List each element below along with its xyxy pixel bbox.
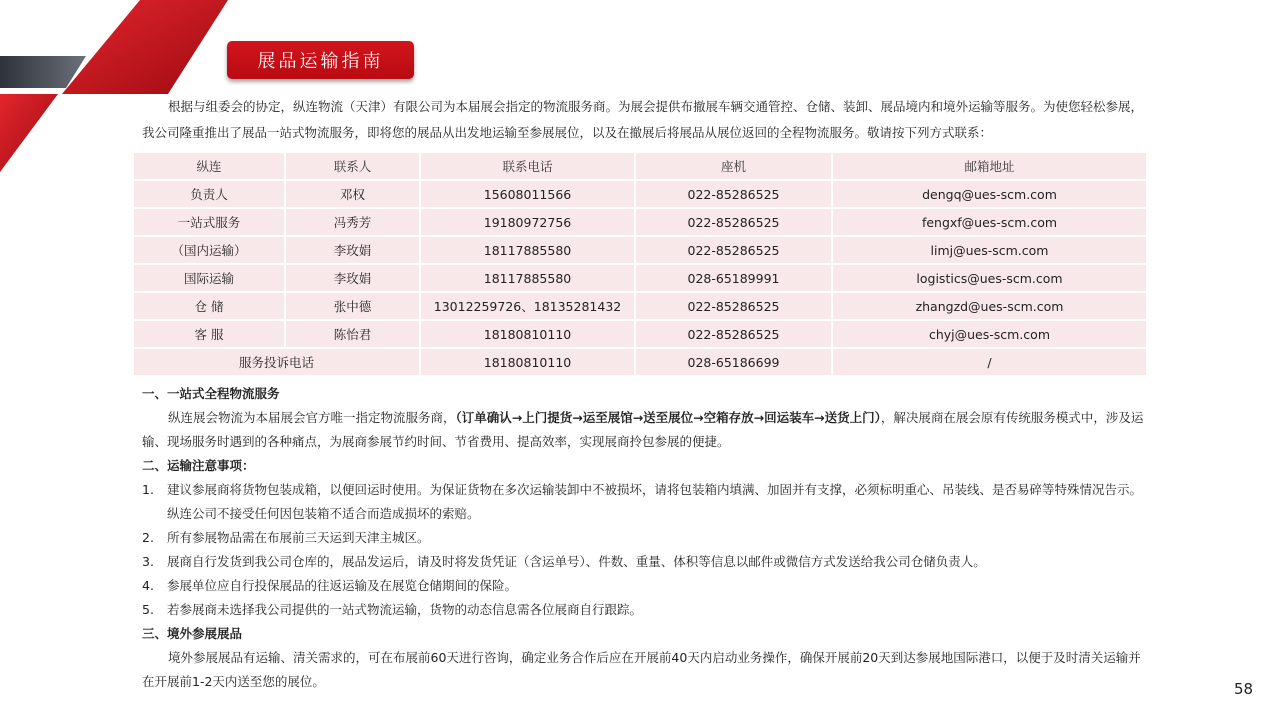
table-row (134, 209, 1146, 235)
cell-category: 仓 储 (134, 293, 284, 319)
cell-contact: 李玫娟 (286, 237, 419, 263)
cell-phone: 15608011566 (421, 181, 634, 207)
section3-paragraph: 境外参展展品有运输、清关需求的，可在布展前60天进行咨询，确定业务合作后应在开展前40天内启动业务操作，确保开展前20天到达参展地国际港口，以便于及时清关运输并在开展前1-2天内送至您的展位。 (142, 650, 1141, 689)
cell-email: logistics@ues-scm.com (833, 265, 1146, 291)
deco-red-stripe-left (0, 94, 58, 172)
list-item (142, 550, 1142, 574)
page-number: 58 (1234, 680, 1254, 698)
cell-landline: 022-85286525 (636, 181, 831, 207)
cell-landline: 022-85286525 (636, 321, 831, 347)
page-title: 展品运输指南 (227, 41, 414, 79)
cell-phone: 18117885580 (421, 237, 634, 263)
cell-email: zhangzd@ues-scm.com (833, 293, 1146, 319)
contacts-table (132, 151, 1148, 377)
list-item-text: 所有参展物品需在布展前三天运到天津主城区。 (167, 530, 430, 545)
cell-category: 负责人 (134, 181, 284, 207)
cell-contact: 张中德 (286, 293, 419, 319)
cell-phone: 18180810110 (421, 349, 634, 375)
list-item-number: 5. (142, 602, 154, 617)
cell-email: dengq@ues-scm.com (833, 181, 1146, 207)
section1-text-after: ，解决展商在展会原有传统服务模式中，涉及运输、现场服务时遇到的各种痛点，为展商参展节约时间、节省费用、提高效率，实现展商拎包参展的便捷。 (142, 410, 1144, 449)
cell-category: （国内运输） (134, 237, 284, 263)
table-header-row (134, 153, 1146, 179)
header-cell: 联系电话 (421, 153, 634, 179)
list-item (142, 478, 1142, 526)
table-row (134, 321, 1146, 347)
section2-heading: 二、运输注意事项： (142, 458, 255, 473)
cell-landline: 022-85286525 (636, 209, 831, 235)
list-item (142, 526, 1142, 550)
list-item-text: 参展单位应自行投保展品的往返运输及在展览仓储期间的保险。 (167, 578, 518, 593)
list-item-number: 3. (142, 554, 154, 569)
list-item-number: 2. (142, 530, 154, 545)
cell-landline: 022-85286525 (636, 237, 831, 263)
cell-category: 客 服 (134, 321, 284, 347)
section1-heading: 一、一站式全程物流服务 (142, 386, 280, 401)
cell-landline: 028-65189991 (636, 265, 831, 291)
table-row-hotline (134, 349, 1146, 375)
cell-contact: 陈怡君 (286, 321, 419, 347)
cell-contact: 李玫娟 (286, 265, 419, 291)
deco-red-stripe-top (62, 0, 228, 94)
cell-contact: 冯秀芳 (286, 209, 419, 235)
cell-hotline-label: 服务投诉电话 (134, 349, 419, 375)
cell-category: 一站式服务 (134, 209, 284, 235)
intro-paragraph: 根据与组委会的协定，纵连物流（天津）有限公司为本届展会指定的物流服务商。为展会提供布撤展车辆交通管控、仓储、装卸、展品境内和境外运输等服务。为使您轻松参展，我公司隆重推出了展品一站式物流服务，即将您的展品从出发地运输至参展展位，以及在撤展后将展品从展位返回的全程物流服务。敬请按下列方式联系： (142, 99, 1144, 140)
header-cell: 联系人 (286, 153, 419, 179)
list-item (142, 574, 1142, 598)
cell-landline: 022-85286525 (636, 293, 831, 319)
cell-email: fengxf@ues-scm.com (833, 209, 1146, 235)
section1-service-flow: （订单确认→上门提货→运至展馆→送至展位→空箱存放→回运装车→送货上门） (455, 410, 881, 425)
cell-landline: 028-65186699 (636, 349, 831, 375)
list-item-text: 建议参展商将货物包装成箱，以便回运时使用。为保证货物在多次运输装卸中不被损坏，请将包装箱内填满、加固并有支撑，必须标明重心、吊装线、是否易碎等特殊情况告示。纵连公司不接受任何因包装箱不适合而造成损坏的索赔。 (167, 482, 1143, 521)
cell-email: chyj@ues-scm.com (833, 321, 1146, 347)
list-item-text: 若参展商未选择我公司提供的一站式物流运输，货物的动态信息需各位展商自行跟踪。 (167, 602, 643, 617)
section1-paragraph (142, 406, 1152, 454)
cell-phone: 18117885580 (421, 265, 634, 291)
list-item (142, 598, 1142, 622)
cell-phone: 18180810110 (421, 321, 634, 347)
table-row (134, 265, 1146, 291)
cell-category: 国际运输 (134, 265, 284, 291)
header-cell: 纵连 (134, 153, 284, 179)
list-item-number: 1. (142, 482, 154, 497)
header-cell: 邮箱地址 (833, 153, 1146, 179)
cell-email: limj@ues-scm.com (833, 237, 1146, 263)
cell-phone: 13012259726、18135281432 (421, 293, 634, 319)
list-item-text: 展商自行发货到我公司仓库的，展品发运后，请及时将发货凭证（含运单号）、件数、重量、体积等信息以邮件或微信方式发送给我公司仓储负责人。 (167, 554, 986, 569)
cell-phone: 19180972756 (421, 209, 634, 235)
list-item-number: 4. (142, 578, 154, 593)
section1-text-before: 纵连展会物流为本届展会官方唯一指定物流服务商， (168, 410, 456, 425)
cell-email: / (833, 349, 1146, 375)
table-row (134, 237, 1146, 263)
section3-heading: 三、境外参展展品 (142, 626, 243, 641)
table-row (134, 293, 1146, 319)
header-cell: 座机 (636, 153, 831, 179)
cell-contact: 邓权 (286, 181, 419, 207)
table-row (134, 181, 1146, 207)
